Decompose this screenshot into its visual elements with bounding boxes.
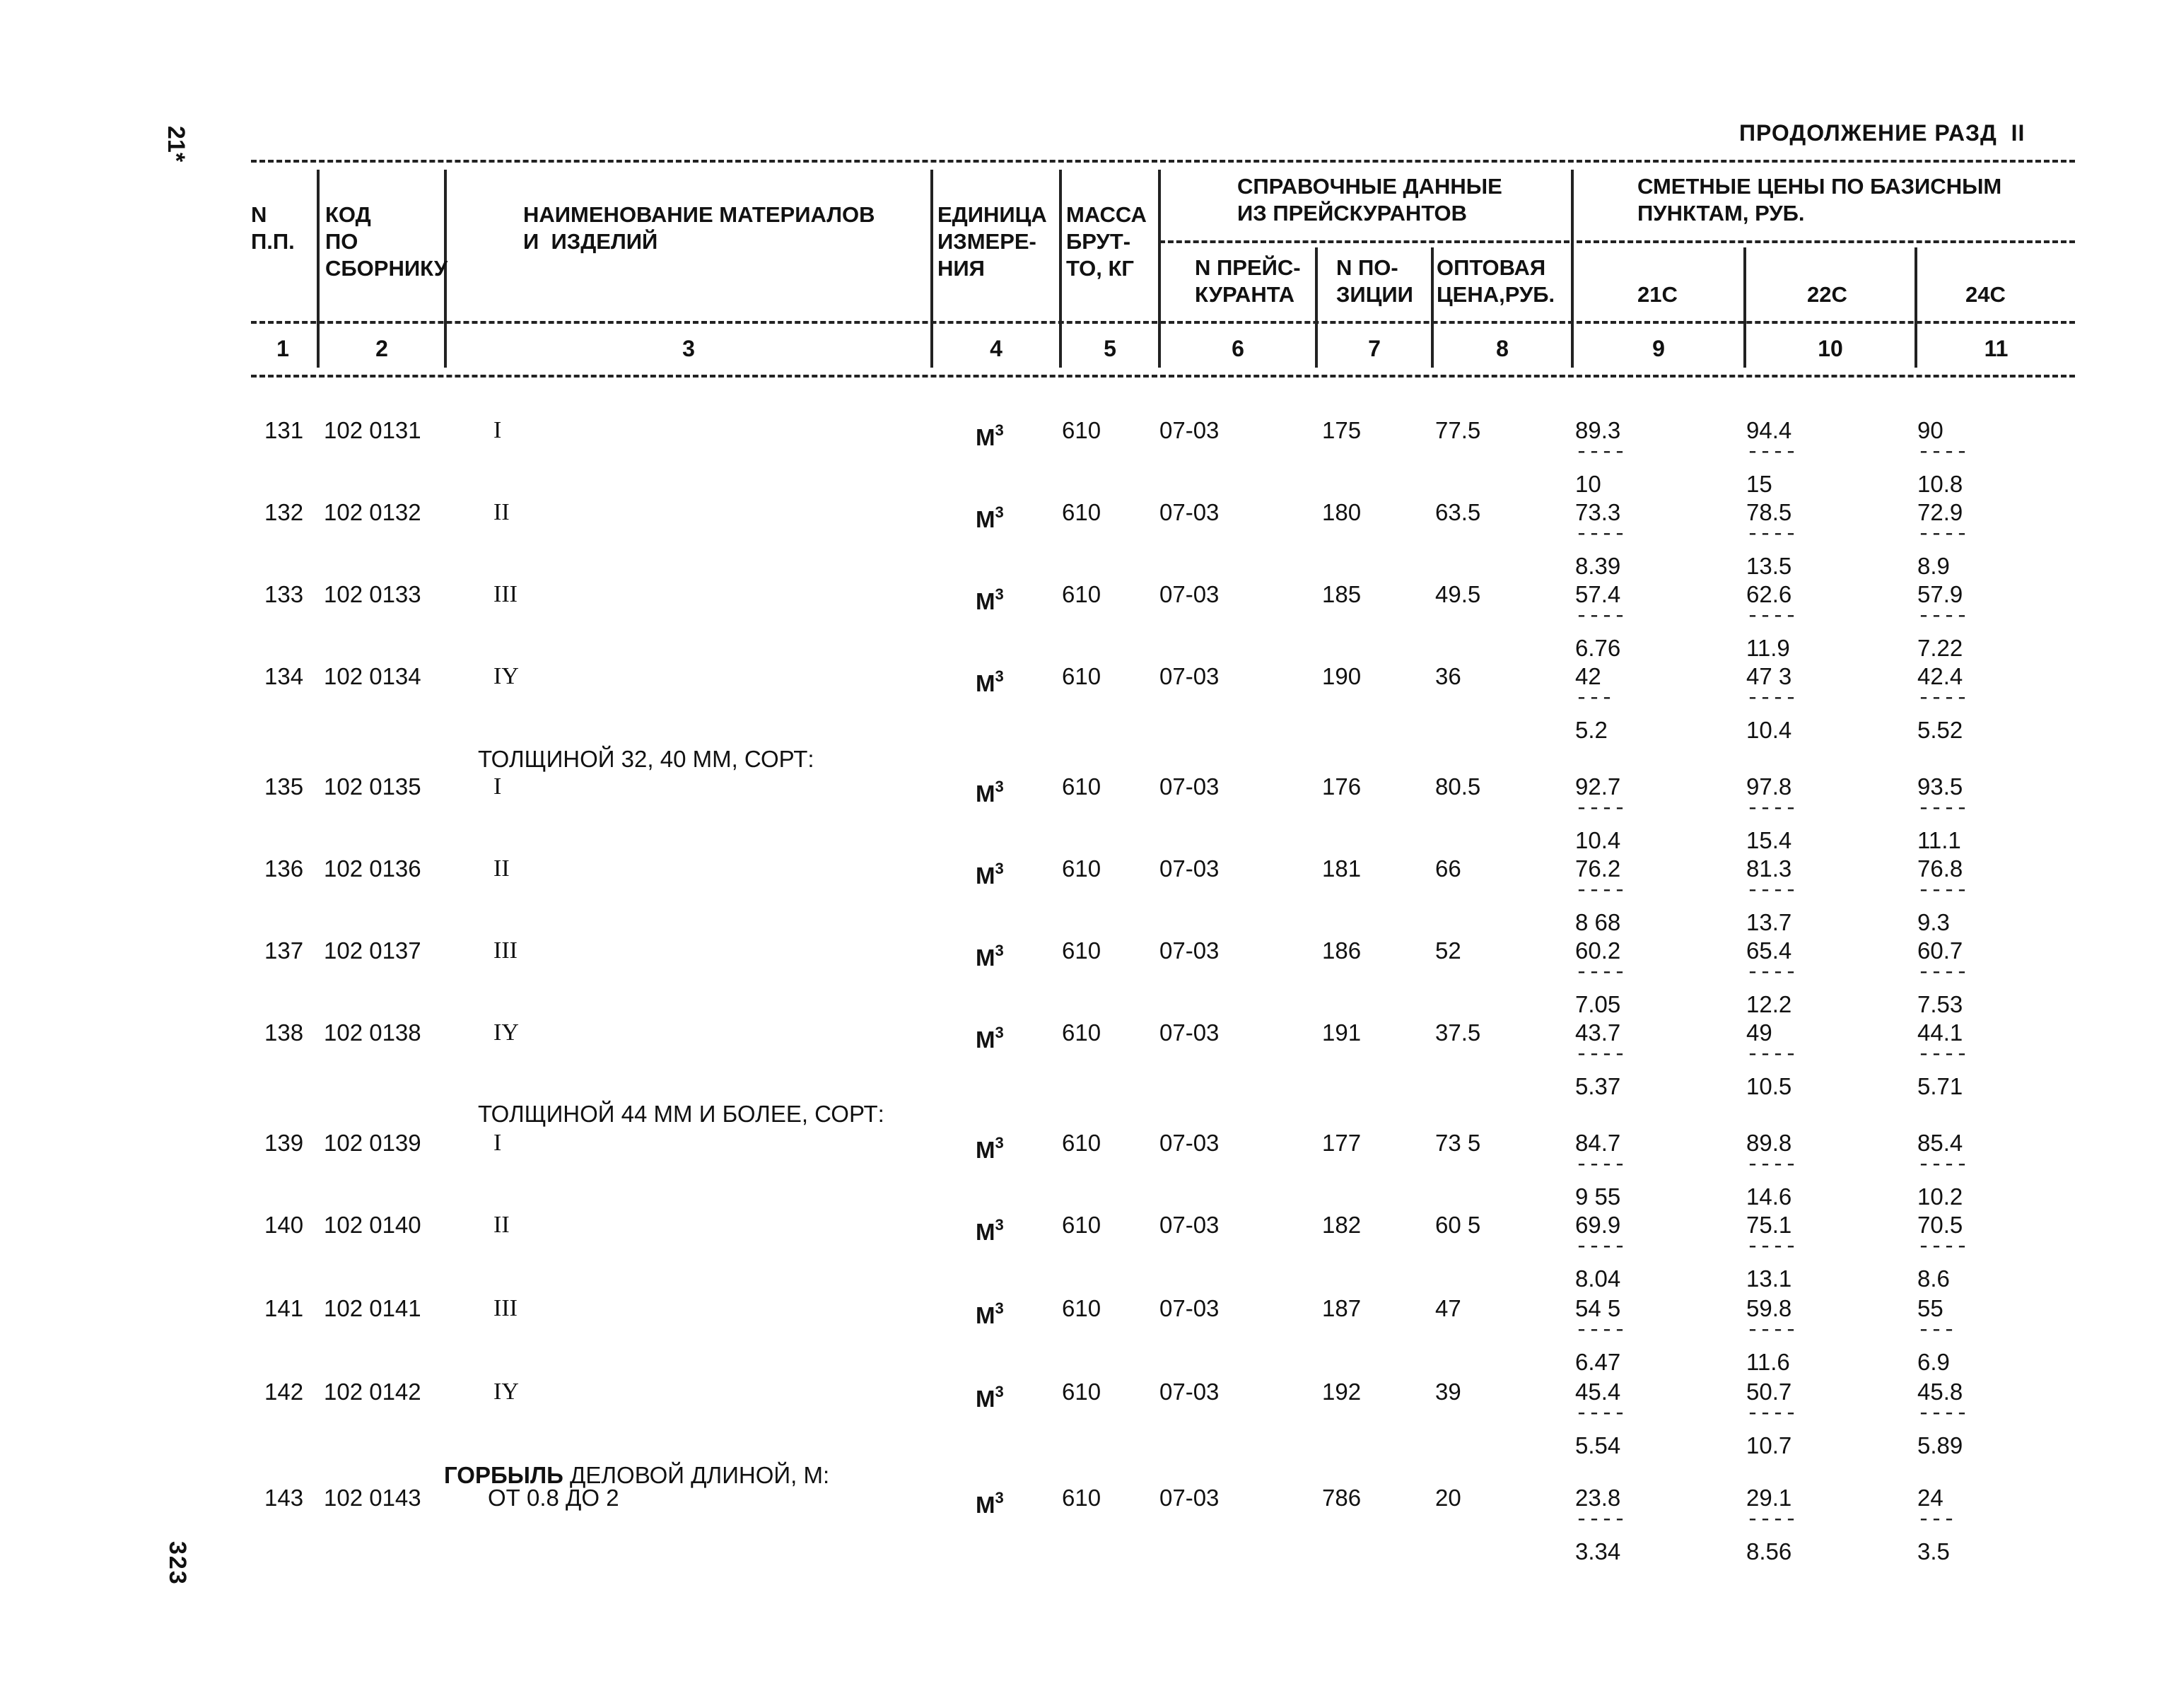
row-price-list: 07-03 [1159,773,1220,800]
row-price-list: 07-03 [1159,663,1220,689]
row-wholesale-price: 77.5 [1435,417,1481,443]
row-price-c21-divider: ---- [1575,1318,1627,1343]
row-mass: 610 [1062,937,1101,964]
row-wholesale-price: 20 [1435,1485,1461,1511]
section-label: ТОЛЩИНОЙ 32, 40 ММ, СОРТ: [478,746,814,772]
column-number: 3 [682,336,695,361]
row-price-c21-top: 89.3 [1575,417,1621,443]
header-col-number: N П.П. [251,202,295,254]
column-number: 10 [1818,336,1843,361]
row-price-c24-divider: --- [1917,1318,1956,1343]
row-mass: 610 [1062,417,1101,443]
row-price-c22-divider: ---- [1746,1043,1798,1067]
row-price-c22-divider: ---- [1746,1318,1798,1343]
row-price-c22-divider: ---- [1746,522,1798,546]
row-code: 102 0138 [324,1019,421,1046]
row-name: II [493,499,510,525]
header-col-22c: 22С [1807,282,1847,307]
row-price-list: 07-03 [1159,1379,1220,1405]
row-price-c24-divider: ---- [1917,440,1969,464]
row-name: II [493,855,510,882]
row-price-c24-divider: ---- [1917,1235,1969,1259]
header-col-name: НАИМЕНОВАНИЕ МАТЕРИАЛОВ И ИЗДЕЛИЙ [523,202,875,254]
row-price-list: 07-03 [1159,417,1220,443]
row-price-c21-divider: ---- [1575,961,1627,985]
row-price-c22-top: 62.6 [1746,581,1792,607]
row-wholesale-price: 52 [1435,937,1461,964]
row-price-c21-divider: ---- [1575,879,1627,903]
row-number: 141 [264,1295,304,1321]
row-code: 102 0139 [324,1130,421,1156]
row-unit: $М^3$ [976,942,1004,971]
row-price-c21-top: 84.7 [1575,1130,1621,1156]
row-code: 102 0142 [324,1379,421,1405]
row-code: 102 0135 [324,773,421,800]
row-mass: 610 [1062,1019,1101,1046]
row-price-c22-top: 94.4 [1746,417,1792,443]
row-price-c24-divider: ---- [1917,961,1969,985]
row-price-c22-bottom: 11.9 [1746,635,1790,661]
row-price-c22-bottom: 15 [1746,471,1772,497]
row-name: I [493,1130,502,1156]
row-name: I [493,773,502,800]
row-code: 102 0134 [324,663,421,689]
column-number: 4 [990,336,1002,361]
row-price-c22-divider: ---- [1746,879,1798,903]
row-name: ОТ 0.8 ДО 2 [488,1485,619,1511]
row-price-c21-divider: --- [1575,686,1614,710]
row-unit: $М^3$ [976,667,1004,696]
row-position: 786 [1322,1485,1362,1511]
row-mass: 610 [1062,499,1101,525]
row-price-c21-divider: ---- [1575,797,1627,821]
row-price-c24-top: 90 [1917,417,1943,443]
row-price-c21-divider: ---- [1575,1235,1627,1259]
row-price-c22-top: 49 [1746,1019,1772,1046]
row-position: 191 [1322,1019,1362,1046]
row-unit: $М^3$ [976,585,1004,614]
row-price-c21-top: 69.9 [1575,1212,1621,1238]
row-name: I [493,417,502,443]
row-price-c22-bottom: 12.2 [1746,991,1792,1017]
header-top-rule [251,160,2075,163]
row-mass: 610 [1062,1130,1101,1156]
row-number: 137 [264,937,304,964]
row-price-c21-top: 42 [1575,663,1601,689]
row-price-c21-bottom: 9 55 [1575,1183,1621,1210]
row-price-c22-top: 97.8 [1746,773,1792,800]
row-unit: $М^3$ [976,1024,1004,1053]
row-price-list: 07-03 [1159,1019,1220,1046]
row-unit: $М^3$ [976,421,1004,450]
row-price-c21-top: 23.8 [1575,1485,1621,1511]
page-number-bottom: 323 [164,1541,191,1586]
row-price-c22-bottom: 13.7 [1746,909,1792,935]
row-wholesale-price: 80.5 [1435,773,1481,800]
row-price-c24-top: 42.4 [1917,663,1963,689]
page-number-top: 21* [163,126,189,163]
row-price-c24-bottom: 3.5 [1917,1538,1950,1564]
row-position: 186 [1322,937,1362,964]
row-code: 102 0133 [324,581,421,607]
header-col-price-list: N ПРЕЙС- КУРАНТА [1195,255,1301,307]
row-price-c21-divider: ---- [1575,604,1627,628]
row-name: III [493,581,518,607]
row-wholesale-price: 37.5 [1435,1019,1481,1046]
row-wholesale-price: 60 5 [1435,1212,1481,1238]
row-name: III [493,1295,518,1321]
row-name: IY [493,1379,519,1405]
row-number: 132 [264,499,304,525]
header-group-prices: СМЕТНЫЕ ЦЕНЫ ПО БАЗИСНЫМ ПУНКТАМ, РУБ. [1637,174,2002,226]
row-price-c21-divider: ---- [1575,440,1627,464]
column-number: 2 [375,336,388,361]
row-number: 136 [264,855,304,882]
row-wholesale-price: 63.5 [1435,499,1481,525]
row-wholesale-price: 47 [1435,1295,1461,1321]
row-price-c24-bottom: 11.1 [1917,827,1961,853]
row-number: 140 [264,1212,304,1238]
row-unit: $М^3$ [976,1383,1004,1412]
row-price-c22-divider: ---- [1746,1508,1798,1532]
row-price-c22-top: 78.5 [1746,499,1792,525]
row-price-c24-divider: ---- [1917,1153,1969,1177]
row-position: 185 [1322,581,1362,607]
row-price-c22-divider: ---- [1746,686,1798,710]
row-price-c24-divider: ---- [1917,522,1969,546]
row-mass: 610 [1062,773,1101,800]
row-name: III [493,937,518,964]
row-code: 102 0141 [324,1295,421,1321]
row-price-c24-bottom: 5.89 [1917,1432,1963,1458]
row-price-c21-divider: ---- [1575,1402,1627,1426]
row-price-c21-divider: ---- [1575,1043,1627,1067]
row-price-c22-top: 59.8 [1746,1295,1792,1321]
row-number: 131 [264,417,304,443]
row-price-c24-bottom: 6.9 [1917,1349,1950,1375]
row-position: 190 [1322,663,1362,689]
section-label-bold: ГОРБЫЛЬ [444,1462,563,1488]
row-price-c22-divider: ---- [1746,1235,1798,1259]
row-price-c21-bottom: 3.34 [1575,1538,1621,1564]
row-price-c21-divider: ---- [1575,1153,1627,1177]
row-price-c24-top: 76.8 [1917,855,1963,882]
row-mass: 610 [1062,1379,1101,1405]
group-ref-rule [1159,240,1569,243]
header-number-rule [251,321,2075,324]
row-code: 102 0131 [324,417,421,443]
row-code: 102 0136 [324,855,421,882]
row-name: IY [493,663,519,689]
row-price-c22-divider: ---- [1746,961,1798,985]
row-price-c24-bottom: 7.53 [1917,991,1963,1017]
row-position: 180 [1322,499,1362,525]
row-price-c24-top: 57.9 [1917,581,1963,607]
row-number: 135 [264,773,304,800]
row-mass: 610 [1062,581,1101,607]
row-price-c21-top: 57.4 [1575,581,1621,607]
row-position: 181 [1322,855,1362,882]
row-price-c21-bottom: 5.2 [1575,717,1608,743]
row-position: 182 [1322,1212,1362,1238]
row-price-list: 07-03 [1159,1212,1220,1238]
row-code: 102 0140 [324,1212,421,1238]
row-code: 102 0143 [324,1485,421,1511]
section-label-rest: ДЕЛОВОЙ ДЛИНОЙ, М: [563,1462,830,1488]
row-wholesale-price: 66 [1435,855,1461,882]
row-price-c22-divider: ---- [1746,440,1798,464]
row-price-c21-top: 76.2 [1575,855,1621,882]
row-price-c22-bottom: 13.5 [1746,553,1792,579]
row-wholesale-price: 49.5 [1435,581,1481,607]
row-price-c21-divider: ---- [1575,1508,1627,1532]
column-number: 9 [1652,336,1665,361]
row-position: 175 [1322,417,1362,443]
row-mass: 610 [1062,1212,1101,1238]
row-price-c22-divider: ---- [1746,1402,1798,1426]
row-price-c21-divider: ---- [1575,522,1627,546]
row-price-c24-bottom: 9.3 [1917,909,1950,935]
row-price-c21-bottom: 6.47 [1575,1349,1621,1375]
row-price-c21-bottom: 10 [1575,471,1601,497]
row-price-c21-bottom: 10.4 [1575,827,1621,853]
row-price-c24-top: 44.1 [1917,1019,1963,1046]
row-price-c21-bottom: 8.04 [1575,1265,1621,1292]
row-price-c24-top: 93.5 [1917,773,1963,800]
row-price-list: 07-03 [1159,1295,1220,1321]
row-price-c22-top: 50.7 [1746,1379,1792,1405]
row-price-c22-bottom: 8.56 [1746,1538,1792,1564]
row-price-c22-divider: ---- [1746,604,1798,628]
row-name: IY [493,1019,519,1046]
row-number: 138 [264,1019,304,1046]
row-unit: $М^3$ [976,778,1004,807]
header-col-21c: 21С [1637,282,1678,307]
row-price-c24-bottom: 10.8 [1917,471,1963,497]
row-price-c24-bottom: 8.9 [1917,553,1950,579]
row-code: 102 0137 [324,937,421,964]
row-position: 192 [1322,1379,1362,1405]
row-price-c24-top: 60.7 [1917,937,1963,964]
row-number: 142 [264,1379,304,1405]
row-price-c22-bottom: 10.7 [1746,1432,1792,1458]
row-price-c22-top: 47 3 [1746,663,1792,689]
header-col-24c: 24С [1965,282,2006,307]
row-price-c24-divider: ---- [1917,879,1969,903]
row-price-list: 07-03 [1159,581,1220,607]
row-price-c22-bottom: 10.4 [1746,717,1792,743]
column-number: 8 [1496,336,1509,361]
row-price-list: 07-03 [1159,855,1220,882]
column-number: 1 [276,336,289,361]
row-unit: $М^3$ [976,1134,1004,1163]
row-price-c22-bottom: 13.1 [1746,1265,1792,1292]
row-mass: 610 [1062,663,1101,689]
row-price-c24-bottom: 7.22 [1917,635,1963,661]
row-number: 139 [264,1130,304,1156]
row-price-c22-bottom: 14.6 [1746,1183,1792,1210]
row-price-c21-bottom: 6.76 [1575,635,1621,661]
row-price-c24-bottom: 5.52 [1917,717,1963,743]
row-price-c24-divider: ---- [1917,604,1969,628]
row-price-c24-divider: --- [1917,1508,1956,1532]
header-col-position: N ПО- ЗИЦИИ [1336,255,1413,307]
continuation-title: ПРОДОЛЖЕНИЕ РАЗД II [1739,120,2026,146]
row-price-c22-divider: ---- [1746,1153,1798,1177]
row-price-c24-top: 24 [1917,1485,1943,1511]
row-unit: $М^3$ [976,860,1004,889]
row-price-c22-bottom: 10.5 [1746,1073,1792,1099]
row-price-list: 07-03 [1159,1130,1220,1156]
row-price-list: 07-03 [1159,937,1220,964]
row-unit: $М^3$ [976,1216,1004,1245]
row-code: 102 0132 [324,499,421,525]
row-mass: 610 [1062,1485,1101,1511]
row-price-c21-top: 73.3 [1575,499,1621,525]
row-price-c22-top: 89.8 [1746,1130,1792,1156]
row-wholesale-price: 39 [1435,1379,1461,1405]
row-unit: $М^3$ [976,1489,1004,1518]
row-price-c22-top: 75.1 [1746,1212,1792,1238]
column-number: 11 [1984,336,2009,361]
row-price-c21-top: 92.7 [1575,773,1621,800]
row-price-c22-bottom: 11.6 [1746,1349,1790,1375]
row-position: 187 [1322,1295,1362,1321]
row-price-c21-bottom: 8 68 [1575,909,1621,935]
row-number: 133 [264,581,304,607]
column-number: 5 [1104,336,1116,361]
row-price-c24-top: 72.9 [1917,499,1963,525]
row-price-c22-top: 29.1 [1746,1485,1792,1511]
row-price-c24-top: 45.8 [1917,1379,1963,1405]
row-price-c24-top: 55 [1917,1295,1943,1321]
row-price-c21-top: 54 5 [1575,1295,1621,1321]
column-number: 7 [1368,336,1381,361]
row-price-c24-divider: ---- [1917,1402,1969,1426]
header-col-wholesale: ОПТОВАЯ ЦЕНА,РУБ. [1437,255,1555,307]
row-position: 176 [1322,773,1362,800]
row-price-c21-top: 60.2 [1575,937,1621,964]
row-unit: $М^3$ [976,503,1004,532]
row-price-c24-divider: ---- [1917,686,1969,710]
row-wholesale-price: 36 [1435,663,1461,689]
row-price-c21-top: 43.7 [1575,1019,1621,1046]
row-price-c21-bottom: 5.54 [1575,1432,1621,1458]
row-price-c22-top: 65.4 [1746,937,1792,964]
row-unit: $М^3$ [976,1299,1004,1328]
row-price-c24-divider: ---- [1917,1043,1969,1067]
row-mass: 610 [1062,855,1101,882]
row-price-c24-divider: ---- [1917,797,1969,821]
row-price-c22-bottom: 15.4 [1746,827,1792,853]
row-price-c24-top: 85.4 [1917,1130,1963,1156]
row-wholesale-price: 73 5 [1435,1130,1481,1156]
row-price-c21-bottom: 7.05 [1575,991,1621,1017]
row-price-c22-top: 81.3 [1746,855,1792,882]
row-price-c21-bottom: 8.39 [1575,553,1621,579]
header-col-code: КОД ПО СБОРНИКУ [325,202,448,281]
row-price-c24-bottom: 10.2 [1917,1183,1963,1210]
header-group-reference: СПРАВОЧНЫЕ ДАННЫЕ ИЗ ПРЕЙСКУРАНТОВ [1237,174,1502,226]
header-bottom-rule [251,375,2075,378]
row-price-list: 07-03 [1159,1485,1220,1511]
section-label: ТОЛЩИНОЙ 44 ММ И БОЛЕЕ, СОРТ: [478,1101,884,1127]
row-price-c24-bottom: 5.71 [1917,1073,1963,1099]
row-price-c24-top: 70.5 [1917,1212,1963,1238]
row-price-c24-bottom: 8.6 [1917,1265,1950,1292]
row-number: 134 [264,663,304,689]
header-col-mass: МАССА БРУТ- ТО, КГ [1066,202,1147,281]
row-price-c21-bottom: 5.37 [1575,1073,1621,1099]
row-position: 177 [1322,1130,1362,1156]
header-col-unit: ЕДИНИЦА ИЗМЕРЕ- НИЯ [937,202,1047,281]
row-mass: 610 [1062,1295,1101,1321]
row-price-c21-top: 45.4 [1575,1379,1621,1405]
row-name: II [493,1212,510,1238]
column-number: 6 [1232,336,1244,361]
row-price-list: 07-03 [1159,499,1220,525]
row-number: 143 [264,1485,304,1511]
group-prices-rule [1577,240,2075,243]
row-price-c22-divider: ---- [1746,797,1798,821]
